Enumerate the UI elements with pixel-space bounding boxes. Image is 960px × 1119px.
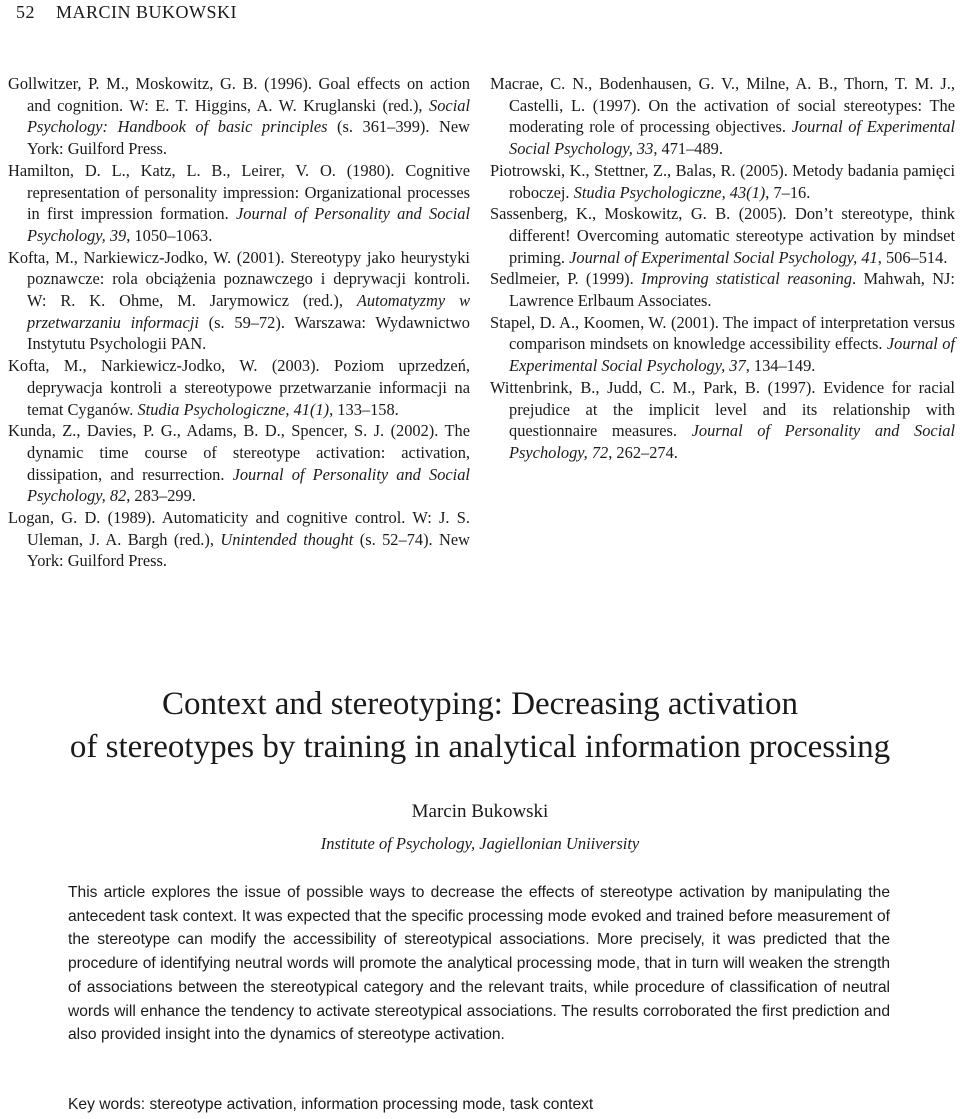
reference-entry: Logan, G. D. (1989). Automaticity and cognitive control. W: J. S. Uleman, J. A. Bargh (red.), Unintended thought (s. 52–74). New York: Guilford Press. [8,508,471,571]
page-number: 52 [16,2,35,22]
reference-entry: Hamilton, D. L., Katz, L. B., Leirer, V. O. (1980). Cognitive representation of personality impression: Organizational processes in first impression formation. Journal of Personality and Social Psychology, 39, 1050–1063. [8,160,470,245]
reference-entry: Kunda, Z., Davies, P. G., Adams, B. D., Spencer, S. J. (2002). The dynamic time course of stereotype activation: activation, dissipation, and resurrection. Journal of Personality and Social Psychology, 82, 283–299. [8,421,470,506]
article-title [0,683,960,769]
reference-entry: Wittenbrink, B., Judd, C. M., Park, B. (1997). Evidence for racial prejudice at the implicit level and its relationship with questionnaire measures. Journal of Personality and Social Psychology, 72, 262–274. [490,377,956,462]
author-affiliation: Institute of Psychology, Jagiellonian Uniiversity [320,834,640,853]
reference-entry: Stapel, D. A., Koomen, W. (2001). The impact of interpretation versus comparison mindsets on knowledge accessibility effects. Journal of Experimental Social Psychology, 37, 134–149. [490,312,955,376]
reference-entry: Gollwitzer, P. M., Moskowitz, G. B. (1996). Goal effects on action and cognition. W: E. T. Higgins, A. W. Kruglanski (red.), Social Psychology: Handbook of basic principles (s. 361–399). New York: Guilford Press. [8,74,470,159]
keywords: Key words: stereotype activation, information processing mode, task context [68,1096,594,1113]
reference-entry: Macrae, C. N., Bodenhausen, G. V., Milne, A. B., Thorn, T. M. J., Castelli, L. (1997). On the activation of social stereotypes: The moderating role of processing objectives. Journal of Experimental Social Psychology, 33, 471–489. [490,74,956,159]
reference-entry: Kofta, M., Narkiewicz-Jodko, W. (2001). Stereotypy jako heurystyki poznawcze: rola obciążenia poznawczego i deprywacji kontroli. W: R. K. Ohme, M. Jarymowicz (red.), Automatyzmy w przetwarzaniu informacji (s. 59–72). Warszawa: Wydawnictwo Instytutu Psychologii PAN. [8,247,470,354]
reference-entry: Sassenberg, K., Moskowitz, G. B. (2005). Don’t stereotype, think different! Overcoming automatic stereotype activation by mindset priming. Journal of Experimental Social Psychology, 41, 506–514. [490,204,955,267]
title-line: Context and stereotyping: Decreasing activation [162,686,798,722]
reference-entry: Piotrowski, K., Stettner, Z., Balas, R. (2005). Metody badania pamięci roboczej. Studia Psychologiczne, 43(1), 7–16. [490,160,955,202]
reference-entry: Kofta, M., Narkiewicz-Jodko, W. (2003). Poziom uprzedzeń, deprywacja kontroli a stereotypowe przetwarzanie informacji na temat Cyganów. Studia Psychologiczne, 41(1), 133–158. [8,356,470,419]
abstract: This article explores the issue of possible ways to decrease the effects of stereotype activation by manipulating the antecedent task context. It was expected that the specific processing mode evoked and trained before measurement of the stereotype can modify the accessibility of stereotypical associations. More precisely, it was predicted that the procedure of identifying neutral words will promote the analytical processing mode, that in turn will weaken the strength of associations between the stereotypical category and the relevant traits, while procedure of classification of neutral words will enhance the tendency to activate stereotypical associations. The results corroborated the first prediction and also provided insight into the dynamics of stereotype activation. [68,884,890,1044]
running-header [16,2,237,23]
references-right-column [490,73,955,464]
title-line: of stereotypes by training in analytical information processing [69,729,891,765]
reference-entry: Sedlmeier, P. (1999). Improving statistical reasoning. Mahwah, NJ: Lawrence Erlbaum Associates. [490,269,955,311]
references-left-column [8,73,470,572]
article-author: Marcin Bukowski [411,801,549,822]
running-head: MARCIN BUKOWSKI [56,2,238,22]
